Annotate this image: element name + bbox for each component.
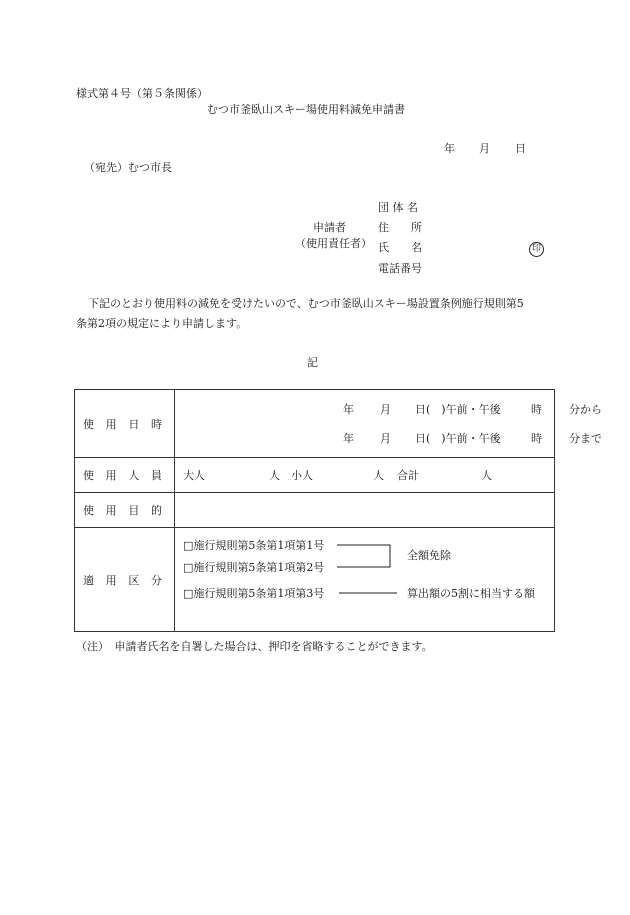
addressee: （宛先）むつ市長	[84, 161, 172, 174]
date-month: 月	[479, 142, 490, 155]
head-char: 区	[128, 573, 140, 587]
start-hour: 時	[531, 403, 542, 416]
total-label: 合計	[397, 469, 419, 482]
row-head-people	[75, 458, 175, 493]
application-table	[74, 389, 602, 632]
field-group-name: 団 体 名	[378, 201, 418, 214]
start-month: 月	[380, 403, 391, 416]
table-row-category	[75, 528, 555, 632]
head-char: 的	[150, 504, 162, 517]
purpose-cell[interactable]	[175, 493, 555, 528]
head-char: 使	[83, 469, 94, 482]
row-head-category	[75, 528, 175, 632]
end-hour: 時	[531, 432, 542, 445]
seal-icon: 印	[529, 242, 544, 257]
ki-heading: 記	[307, 356, 318, 369]
head-char: 適	[83, 573, 94, 587]
category-cell	[175, 528, 555, 632]
date-year: 年	[444, 142, 455, 155]
head-char: 使	[83, 504, 94, 517]
head-char: 日	[128, 417, 140, 431]
table-row-purpose	[75, 493, 555, 528]
field-phone: 電話番号	[378, 262, 422, 275]
body-line-2: 条第2項の規定により申請します。	[76, 317, 248, 330]
people-cell[interactable]	[175, 458, 555, 493]
start-minute: 分から	[569, 403, 602, 416]
head-char: 員	[150, 469, 162, 482]
adult-unit: 人	[269, 469, 280, 482]
table-row-people	[75, 458, 555, 493]
total-unit: 人	[481, 469, 492, 482]
document-title: むつ市釜臥山スキー場使用料減免申請書	[207, 103, 405, 116]
end-day-ampm: 日( )午前・午後	[415, 432, 501, 445]
option-1-checkbox[interactable]: □施行規則第5条第1項第1号	[183, 539, 325, 552]
datetime-cell[interactable]	[175, 390, 602, 458]
row-head-purpose	[75, 493, 175, 528]
head-char: 分	[150, 573, 162, 587]
result-full-exemption: 全額免除	[407, 549, 451, 562]
head-char: 目	[128, 504, 140, 517]
head-char: 用	[105, 504, 117, 517]
field-address: 住 所	[378, 221, 422, 234]
end-year: 年	[343, 432, 354, 445]
applicant-label: 申請者	[313, 221, 346, 234]
footnote: （注） 申請者氏名を自署した場合は、押印を省略することができます。	[76, 640, 433, 653]
option-2-checkbox[interactable]: □施行規則第5条第1項第2号	[183, 561, 325, 574]
table-row-datetime	[75, 390, 555, 458]
head-char: 人	[128, 469, 140, 482]
end-month: 月	[380, 432, 391, 445]
end-minute: 分まで	[569, 432, 602, 445]
head-char: 用	[105, 417, 117, 431]
start-year: 年	[343, 403, 354, 416]
field-name: 氏 名	[378, 241, 422, 254]
row-head-datetime	[75, 390, 175, 458]
body-line-1: 下記のとおり使用料の減免を受けたいので、むつ市釜臥山スキー場設置条例施行規則第5	[88, 297, 524, 310]
result-partial-exemption: 算出額の5割に相当する額	[407, 587, 535, 600]
date-day: 日	[515, 142, 526, 155]
child-unit: 人	[373, 469, 384, 482]
head-char: 時	[150, 417, 162, 431]
start-day-ampm: 日( )午前・午後	[415, 403, 501, 416]
form-number: 様式第４号（第５条関係）	[76, 87, 208, 100]
bracket-lines	[175, 528, 555, 632]
head-char: 用	[105, 573, 117, 587]
option-3-checkbox[interactable]: □施行規則第5条第1項第3号	[183, 587, 325, 600]
head-char: 使	[83, 417, 94, 431]
head-char: 用	[105, 469, 117, 482]
applicant-sublabel: （使用責任者）	[295, 237, 372, 250]
adult-label: 大人	[183, 469, 205, 482]
child-label: 小人	[291, 469, 313, 482]
